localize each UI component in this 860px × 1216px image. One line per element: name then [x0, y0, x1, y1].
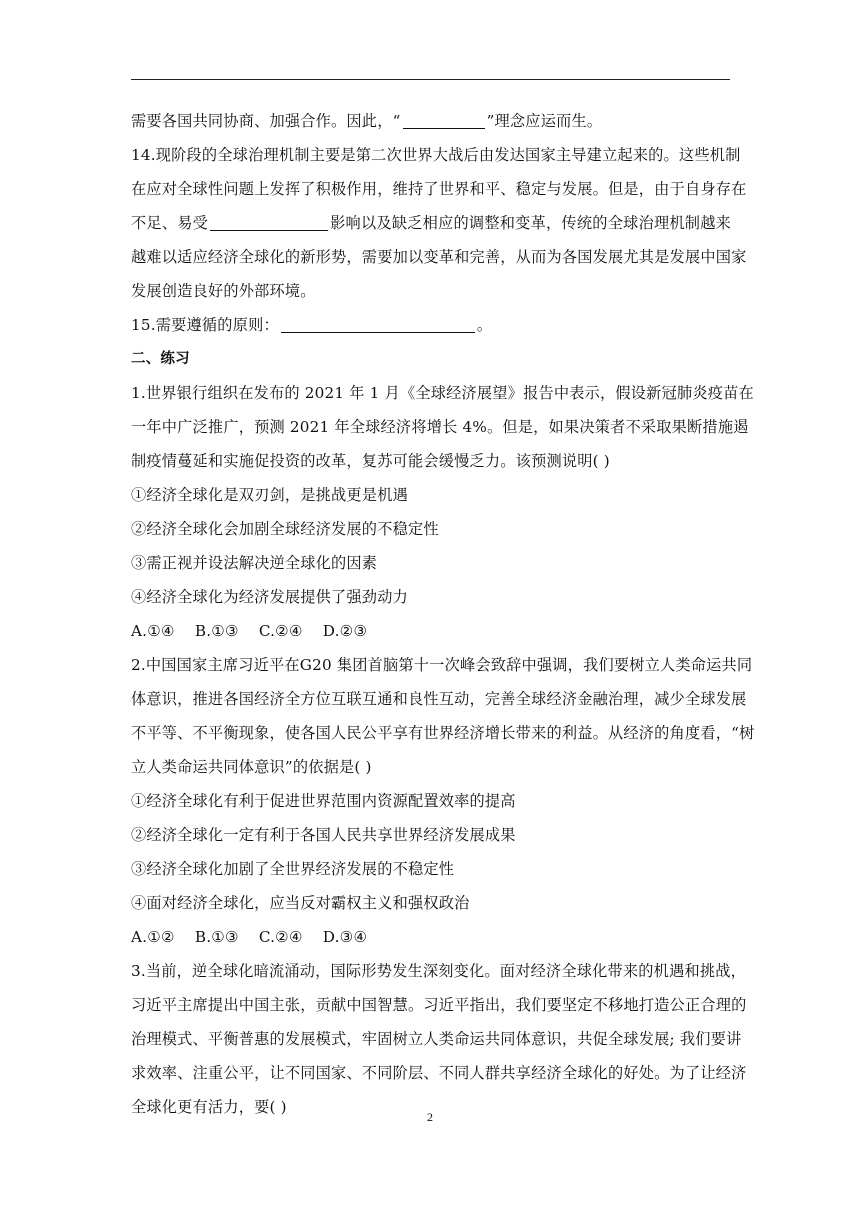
page-number: 2 — [427, 1110, 433, 1124]
section-title: 二、练习 — [131, 351, 190, 367]
question-3-stem-line: 全球化更有活力，要( ) — [131, 1098, 287, 1116]
item-14-line: 在应对全球性问题上发挥了积极作用，维持了世界和平、稳定与发展。但是，由于自身存在 — [131, 180, 747, 198]
question-3-stem-line: 习近平主席提出中国主张，贡献中国智慧。习近平指出，我们要坚定不移地打造公正合理的 — [131, 996, 747, 1014]
question-2-statement: ④面对经济全球化，应当反对霸权主义和强权政治 — [131, 894, 470, 912]
question-2-options — [131, 920, 731, 954]
item-15-text-before: 15.需要遵循的原则： — [131, 316, 279, 334]
question-3-stem-line: 求效率、注重公平，让不同国家、不同阶层、不同人群共享经济全球化的好处。为了让经济 — [131, 1064, 747, 1082]
question-1-stem-line: 1.世界银行组织在发布的 2021 年 1 月《全球经济展望》报告中表示，假设新冠肺炎疫苗在 — [131, 384, 754, 402]
option-d: D.②③ — [322, 622, 368, 640]
item-13-text-after: ”理念应运而生。 — [486, 112, 603, 130]
item-14-line: 越难以适应经济全球化的新形势，需要加以变革和完善，从而为各国发展尤其是发展中国家 — [131, 248, 747, 266]
option-a: A.①④ — [131, 622, 175, 640]
option-b: B.①③ — [194, 622, 239, 640]
item-14-text-before: 不足、易受 — [131, 214, 209, 232]
header-rule — [131, 79, 730, 80]
question-2-stem-line: 体意识，推进各国经济全方位互联互通和良性互动，完善全球经济金融治理，减少全球发展 — [131, 690, 747, 708]
document-body — [131, 104, 755, 1124]
item-13-text-before: 需要各国共同协商、加强合作。因此，“ — [131, 112, 401, 130]
question-1-options — [131, 614, 731, 648]
item-14-line-with-blank — [131, 206, 731, 240]
item-14-line: 14.现阶段的全球治理机制主要是第二次世界大战后由发达国家主导建立起来的。这些机制 — [131, 146, 741, 164]
option-b: B.①③ — [194, 928, 239, 946]
item-15 — [131, 308, 731, 342]
question-1-statement: ③需正视并设法解决逆全球化的因素 — [131, 554, 378, 572]
question-1-stem-line: 一年中广泛推广，预测 2021 年全球经济将增长 4%。但是，如果决策者不采取果断措施遏 — [131, 418, 749, 436]
fill-blank — [281, 316, 475, 333]
fill-blank — [210, 214, 328, 231]
question-2-stem-line: 不平等、不平衡现象，使各国人民公平享有世界经济增长带来的利益。从经济的角度看，“树 — [131, 724, 755, 742]
option-c: C.②④ — [258, 928, 303, 946]
question-3-stem-line: 3.当前，逆全球化暗流涌动，国际形势发生深刻变化。面对经济全球化带来的机遇和挑战， — [131, 962, 747, 980]
question-1-stem-line: 制疫情蔓延和实施促投资的改革，复苏可能会缓慢乏力。该预测说明( ) — [131, 452, 610, 470]
item-13-continuation — [131, 104, 731, 138]
question-1-statement: ①经济全球化是双刃剑，是挑战更是机遇 — [131, 486, 408, 504]
item-14-line: 发展创造良好的外部环境。 — [131, 282, 316, 300]
item-14-text-after: 影响以及缺乏相应的调整和变革，传统的全球治理机制越来 — [330, 214, 732, 232]
question-3-stem-line: 治理模式、平衡普惠的发展模式，牢固树立人类命运共同体意识，共促全球发展; 我们要讲 — [131, 1030, 742, 1048]
question-2-statement: ③经济全球化加剧了全世界经济发展的不稳定性 — [131, 860, 455, 878]
option-c: C.②④ — [258, 622, 303, 640]
question-2-statement: ②经济全球化一定有利于各国人民共享世界经济发展成果 — [131, 826, 516, 844]
question-1-statement: ④经济全球化为经济发展提供了强劲动力 — [131, 588, 408, 606]
question-2-stem-line: 立人类命运共同体意识”的依据是( ) — [131, 758, 372, 776]
option-d: D.③④ — [322, 928, 368, 946]
question-1-statement: ②经济全球化会加剧全球经济发展的不稳定性 — [131, 520, 439, 538]
question-2-stem-line: 2.中国国家主席习近平在G20 集团首脑第十一次峰会致辞中强调，我们要树立人类命运共同 — [131, 656, 753, 674]
item-15-text-after: 。 — [476, 316, 493, 334]
fill-blank — [403, 112, 485, 129]
option-a: A.①② — [131, 928, 175, 946]
question-2-statement: ①经济全球化有利于促进世界范围内资源配置效率的提高 — [131, 792, 516, 810]
